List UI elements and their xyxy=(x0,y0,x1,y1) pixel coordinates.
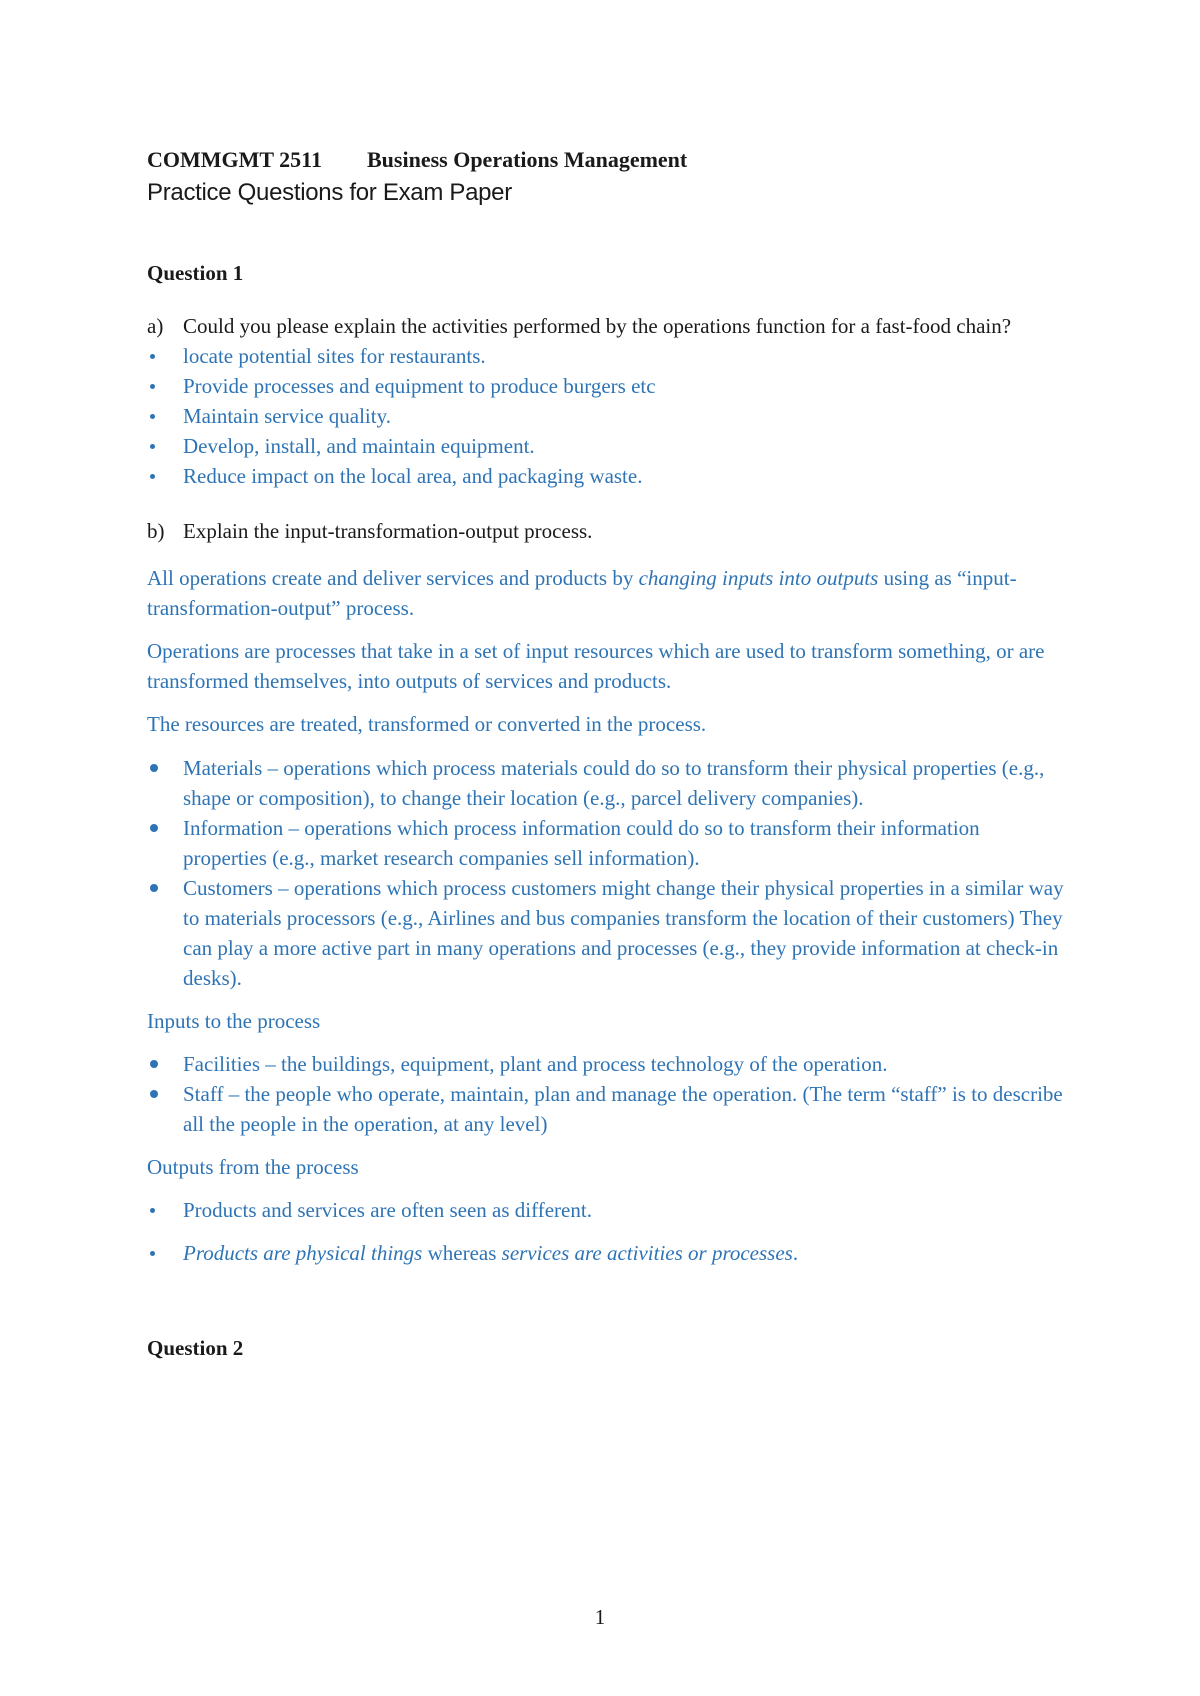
answer-text: using as “input-transformation-output” process. xyxy=(147,566,1017,620)
list-item xyxy=(147,341,1067,371)
bullet-icon xyxy=(150,824,158,832)
bullet-icon xyxy=(150,354,155,359)
answer-emphasis: changing inputs into outputs xyxy=(638,566,879,590)
answer-text: All operations create and deliver services and products by xyxy=(147,566,639,590)
list-item-text: Develop, install, and maintain equipment. xyxy=(183,434,535,458)
list-item-text: whereas xyxy=(422,1241,502,1265)
list-item xyxy=(147,873,1067,993)
question-1-heading: Question 1 xyxy=(147,261,244,285)
bullet-icon xyxy=(150,764,158,772)
list-item-emphasis: Products are physical things xyxy=(183,1241,423,1265)
answer-paragraph-2: Operations are processes that take in a set of input resources which are used to transform something, or are transformed themselves, into outputs of services and products. xyxy=(147,639,1045,693)
outputs-list xyxy=(147,1195,1067,1268)
inputs-list xyxy=(147,1049,1067,1139)
page-content xyxy=(147,145,1067,1361)
question-1b-text: Explain the input-transformation-output process. xyxy=(183,519,593,543)
bullet-icon xyxy=(150,444,155,449)
question-1a xyxy=(147,311,1067,341)
list-item xyxy=(147,813,1067,873)
question-1a-text: Could you please explain the activities performed by the operations function for a fast-food chain? xyxy=(183,314,1012,338)
bullet-icon xyxy=(150,1251,155,1256)
list-item-text: Products and services are often seen as different. xyxy=(183,1198,592,1222)
list-item xyxy=(147,1195,1067,1225)
bullet-icon xyxy=(150,1090,158,1098)
list-item-text: Reduce impact on the local area, and packaging waste. xyxy=(183,464,643,488)
list-item xyxy=(147,431,1067,461)
bullet-icon xyxy=(150,1208,155,1213)
list-item xyxy=(147,371,1067,401)
bullet-icon xyxy=(150,384,155,389)
course-header xyxy=(147,145,1067,175)
course-code: COMMGMT 2511 xyxy=(147,147,322,172)
list-item-text: Materials – operations which process materials could do so to transform their physical properties (e.g., shape or composition), to change their location (e.g., parcel delivery companies). xyxy=(183,756,1045,810)
list-item-text: Customers – operations which process customers might change their physical properties in a similar way to materials processors (e.g., Airlines and bus companies transform the location of their customers) They can play a more active part in many operations and processes (e.g., they provide information at check-in desks). xyxy=(183,876,1064,990)
page-number: 1 xyxy=(594,1605,606,1629)
question-1b-marker: b) xyxy=(147,519,165,543)
list-item xyxy=(147,1079,1067,1139)
resources-list xyxy=(147,753,1067,993)
list-item-text: Facilities – the buildings, equipment, plant and process technology of the operation. xyxy=(183,1052,888,1076)
question-1a-marker: a) xyxy=(147,314,164,338)
list-item-emphasis: services are activities or processes xyxy=(501,1241,793,1265)
question-2-heading: Question 2 xyxy=(147,1336,244,1360)
question-1a-answer-list xyxy=(147,341,1067,491)
list-item-text: Staff – the people who operate, maintain, plan and manage the operation. (The term “staff” is to describe all the people in the operation, at any level) xyxy=(183,1082,1063,1136)
bullet-icon xyxy=(150,1060,158,1068)
list-item xyxy=(147,461,1067,491)
list-item xyxy=(147,1049,1067,1079)
outputs-heading: Outputs from the process xyxy=(147,1155,359,1179)
bullet-icon xyxy=(150,474,155,479)
answer-paragraph-1 xyxy=(147,563,1067,623)
bullet-icon xyxy=(150,884,158,892)
inputs-heading: Inputs to the process xyxy=(147,1009,321,1033)
list-item-text: Maintain service quality. xyxy=(183,404,391,428)
list-item-text: . xyxy=(792,1241,799,1265)
list-item xyxy=(147,753,1067,813)
list-item-text: Information – operations which process information could do so to transform their information properties (e.g., market research companies sell information). xyxy=(183,816,980,870)
question-1b xyxy=(147,516,1067,546)
list-item-text: Provide processes and equipment to produce burgers etc xyxy=(183,374,656,398)
list-item-text: locate potential sites for restaurants. xyxy=(183,344,486,368)
list-item xyxy=(147,1238,1067,1268)
bullet-icon xyxy=(150,414,155,419)
list-item xyxy=(147,401,1067,431)
page-subtitle: Practice Questions for Exam Paper xyxy=(147,179,512,206)
course-name: Business Operations Management xyxy=(367,147,688,172)
answer-paragraph-3: The resources are treated, transformed or converted in the process. xyxy=(147,712,707,736)
